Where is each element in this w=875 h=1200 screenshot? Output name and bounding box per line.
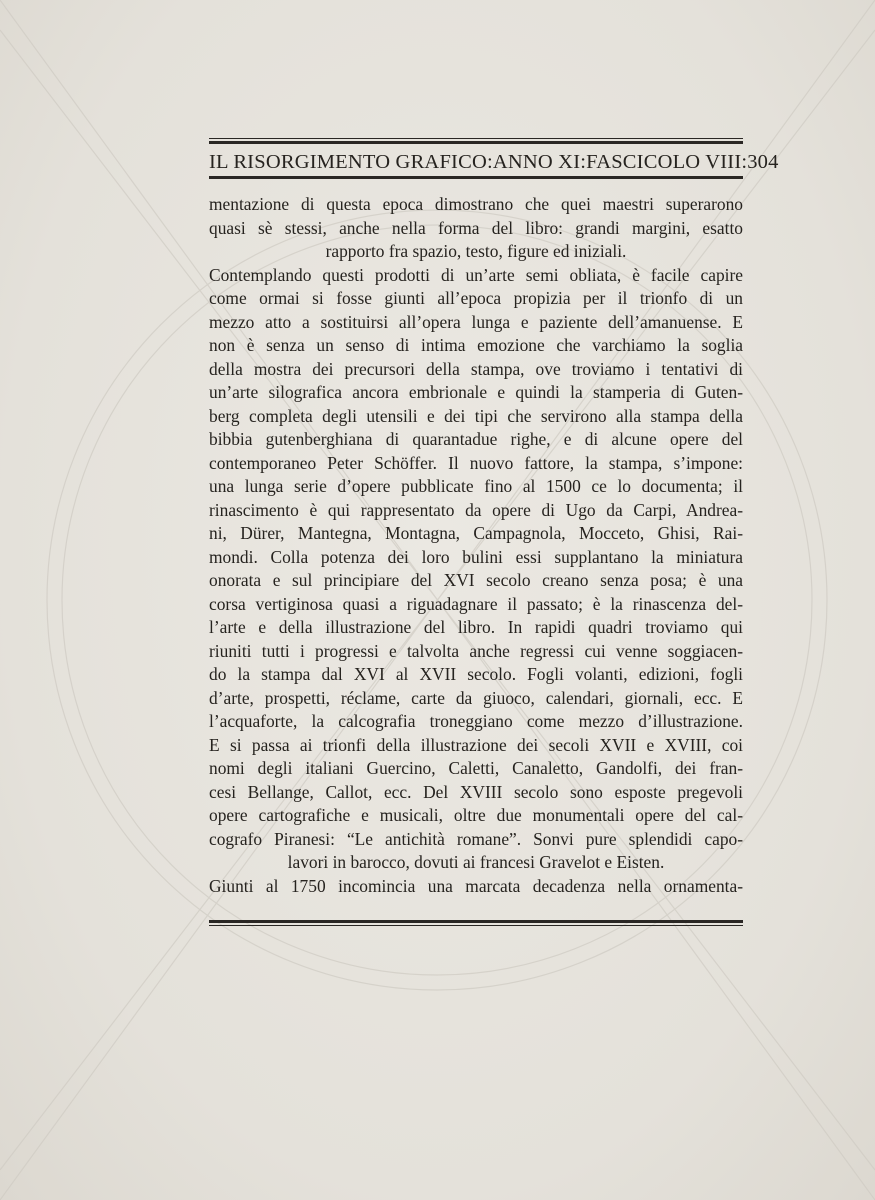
text-line: rinascimento è qui rappresentato da opere di Ugo da Carpi, Andrea- xyxy=(209,499,743,520)
text-line: rapporto fra spazio, testo, figure ed iniziali. xyxy=(325,241,627,261)
text-line: come ormai si fosse giunti all’epoca propizia per il trionfo di un xyxy=(209,288,743,308)
text-line: mentazione di questa epoca dimostrano che quei maestri superarono xyxy=(209,194,743,214)
text-line: non è senza un senso di intima emozione che varchiamo la soglia xyxy=(209,335,743,355)
header-top-rule xyxy=(209,138,743,144)
text-line: d’arte, prospetti, réclame, carte da giuoco, calendari, giornali, ecc. E xyxy=(209,687,743,708)
text-line: una lunga serie d’opere pubblicate fino al 1500 ce lo documenta; il xyxy=(209,476,743,496)
text-line: l’arte e della illustrazione del libro. In rapidi quadri troviamo qui xyxy=(209,617,743,637)
text-line: quasi sè stessi, anche nella forma del libro: grandi margini, esatto xyxy=(209,217,743,238)
running-header: IL RISORGIMENTO GRAFICO:ANNO XI:FASCICOLO VIII:304 xyxy=(209,151,779,173)
text-line: lavori in barocco, dovuti ai francesi Gravelot e Eisten. xyxy=(287,852,665,872)
text-line: riuniti tutti i progressi e talvolta anche regressi cui venne soggiacen- xyxy=(209,640,743,661)
text-line: Contemplando questi prodotti di un’arte semi obliata, è facile capire xyxy=(209,264,743,285)
text-line: onorata e sul principiare del XVI secolo creano senza posa; è una xyxy=(209,570,743,590)
text-line: contemporaneo Peter Schöffer. Il nuovo fattore, la stampa, s’impone: xyxy=(209,452,743,473)
text-line: l’acquaforte, la calcografia troneggiano come mezzo d’illustrazione. xyxy=(209,711,743,731)
text-line: Giunti al 1750 incomincia una marcata decadenza nella ornamenta- xyxy=(209,875,743,896)
body-text xyxy=(209,193,743,898)
text-line: mondi. Colla potenza dei loro bulini essi supplantano la miniatura xyxy=(209,546,743,567)
text-line: corsa vertiginosa quasi a riguadagnare il passato; è la rinascenza del- xyxy=(209,593,743,614)
text-line: berg completa degli utensili e dei tipi che servirono alla stampa della xyxy=(209,405,743,426)
text-line: mezzo atto a sostituirsi all’opera lunga e paziente dell’amanuense. E xyxy=(209,311,743,332)
text-line: E si passa ai trionfi della illustrazione dei secoli XVII e XVIII, coi xyxy=(209,734,743,755)
text-line: bibbia gutenberghiana di quarantadue righe, e di alcune opere del xyxy=(209,429,743,449)
text-line: opere cartografiche e musicali, oltre due monumentali opere del cal- xyxy=(209,805,743,825)
footer-rule xyxy=(209,920,743,926)
text-line: della mostra dei precursori della stampa, ove troviamo i tentativi di xyxy=(209,358,743,379)
text-line: nomi degli italiani Guercino, Caletti, Canaletto, Gandolfi, dei fran- xyxy=(209,758,743,778)
header-bottom-rule xyxy=(209,176,743,179)
text-line: cografo Piranesi: “Le antichità romane”. Sonvi pure splendidi capo- xyxy=(209,828,743,849)
text-line: cesi Bellange, Callot, ecc. Del XVIII secolo sono esposte pregevoli xyxy=(209,781,743,802)
text-line: ni, Dürer, Mantegna, Montagna, Campagnola, Mocceto, Ghisi, Rai- xyxy=(209,523,743,543)
text-line: un’arte silografica ancora embrionale e quindi la stamperia di Guten- xyxy=(209,382,743,402)
text-line: do la stampa dal XVI al XVII secolo. Fogli volanti, edizioni, fogli xyxy=(209,664,743,684)
